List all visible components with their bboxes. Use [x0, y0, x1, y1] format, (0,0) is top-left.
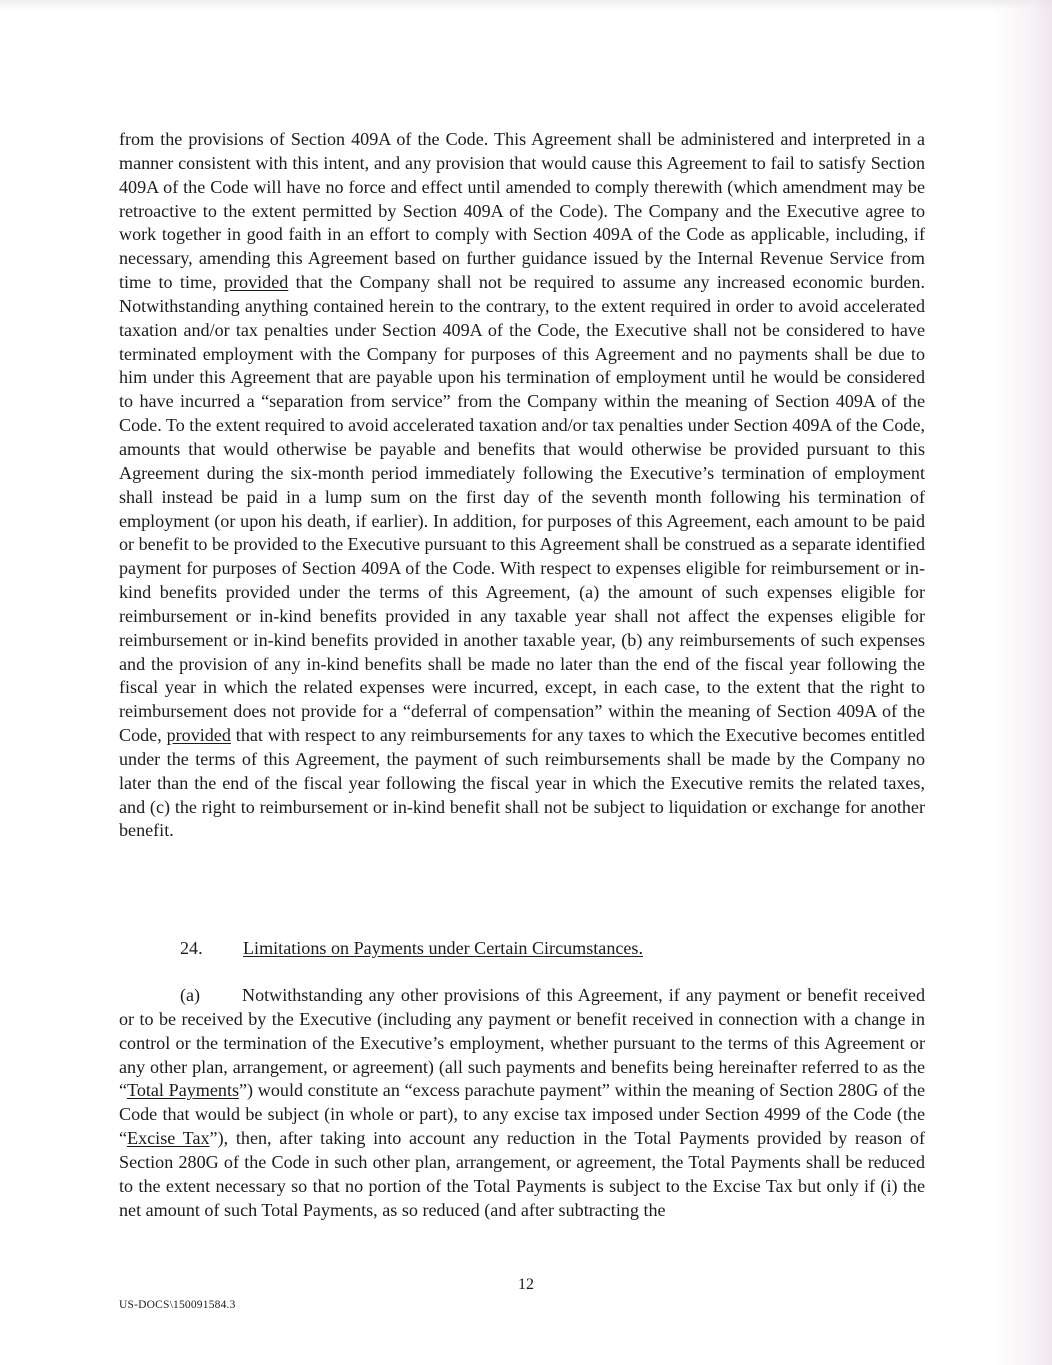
section-24a-paragraph: [119, 984, 925, 1222]
section-23-continuation: [119, 128, 925, 843]
defined-term-total-payments: Total Payments: [127, 1080, 240, 1101]
defined-term-excise-tax: Excise Tax: [127, 1128, 210, 1149]
text-run: that the Company shall not be required to assume any increased economic burden. Notwithstanding anything contained herein to the contrary, to the extent required in order to avoid accelerated taxation and/or tax penalties under Section 409A of the Code, the Executive shall not be considered to have terminated employment with the Company for purposes of this Agreement and no payments shall be due to him under this Agreement that are payable upon his termination of employment until he would be considered to have incurred a “separation from service” from the Company within the meaning of Section 409A of the Code. To the extent required to avoid accelerated taxation and/or tax penalties under Section 409A of the Code, amounts that would otherwise be payable and benefits that would otherwise be provided pursuant to this Agreement during the six-month period immediately following the Executive’s termination of employment shall instead be paid in a lump sum on the first day of the seventh month following his termination of employment (or upon his death, if earlier). In addition, for purposes of this Agreement, each amount to be paid or benefit to be provided to the Executive pursuant to this Agreement shall be construed as a separate identified payment for purposes of Section 409A of the Code. With respect to expenses eligible for reimbursement or in-kind benefits provided under the terms of this Agreement, (a) the amount of such expenses eligible for reimbursement or in-kind benefits provided in any taxable year shall not affect the expenses eligible for reimbursement or in-kind benefits provided in another taxable year, (b) any reimbursements of such expenses and the provision of any in-kind benefits shall be made no later than the end of the fiscal year following the fiscal year in which the related expenses were incurred, except, in each case, to the extent that the right to reimbursement does not provide for a “deferral of compensation” within the meaning of Section 409A of the Code,: [119, 272, 925, 746]
provided-term: provided: [223, 272, 289, 293]
section-24-heading: [180, 937, 643, 961]
text-run: from the provisions of Section 409A of the Code. This Agreement shall be administered and interpreted in a manner consistent with this intent, and any provision that would cause this Agreement to fail to satisfy Section 409A of the Code will have no force and effect until amended to comply therewith (which amendment may be retroactive to the extent permitted by Section 409A of the Code). The Company and the Executive agree to work together in good faith in an effort to comply with Section 409A of the Code as applicable, including, if necessary, amending this Agreement based on further guidance issued by the Internal Revenue Service from time to time,: [119, 129, 925, 293]
text-run: Notwithstanding any other provisions of this Agreement, if any payment or benefit received or to be received by the Executive (including any payment or benefit received in connection with a change in control or the termination of the Executive’s employment, whether pursuant to the terms of this Agreement or any other plan, arrangement, or agreement) (all such payments and benefits being hereinafter referred to as the “: [119, 985, 925, 1101]
section-23-paragraph: [119, 128, 925, 843]
section-title: Limitations on Payments under Certain Circumstances.: [243, 938, 643, 958]
provided-term: provided: [166, 725, 231, 746]
text-run: that with respect to any reimbursements for any taxes to which the Executive becomes entitled under the terms of this Agreement, the payment of such reimbursements shall be made by the Company no later than the end of the fiscal year following the fiscal year in which the Executive remits the related taxes, and (c) the right to reimbursement or in-kind benefit shall not be subject to liquidation or exchange for another benefit.: [119, 725, 925, 841]
page-number: 12: [518, 1276, 534, 1293]
text-run: ”) would constitute an “excess parachute payment” within the meaning of Section 280G of the Code that would be subject (in whole or part), to any excise tax imposed under Section 4999 of the Code (the “: [119, 1080, 925, 1149]
section-number: 24.: [180, 938, 203, 958]
text-run: ”), then, after taking into account any reduction in the Total Payments provided by reason of Section 280G of the Code in such other plan, arrangement, or agreement, the Total Payments shall be reduced to the extent necessary so that no portion of the Total Payments is subject to the Excise Tax but only if (i) the net amount of such Total Payments, as so reduced (and after subtracting the: [119, 1128, 925, 1220]
document-id: US-DOCS\150091584.3: [119, 1299, 236, 1311]
subsection-label: (a): [180, 985, 201, 1005]
scan-top-shadow: [0, 0, 1052, 10]
scan-right-edge: [994, 0, 1052, 1365]
